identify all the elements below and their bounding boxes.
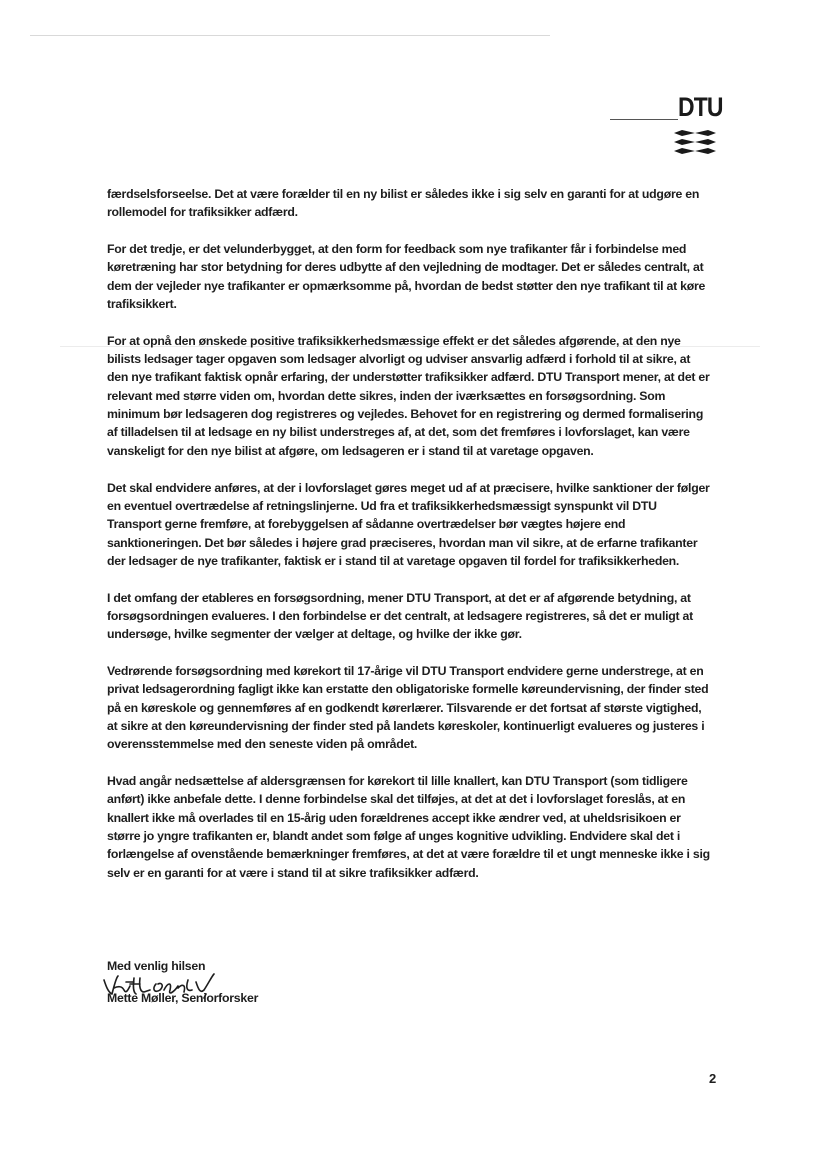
paragraph-6: Vedrørende forsøgsordning med kørekort til 17-årige vil DTU Transport endvidere gerne understrege, at en privat ledsagerordning fagligt ikke kan erstatte den obligatoriske formelle køreundervisning, der finder sted på en køreskole og gennemføres af en godkendt kørerlærer. Tilsvarende er det fortsat af største vigtighed, at sikre at den køreundervisning der finder sted på landets køreskoler, kontinuerligt evalueres og justeres i overensstemmelse med den seneste viden på området.: [107, 663, 709, 752]
logo-rule: [610, 119, 678, 120]
paragraph-2: For det tredje, er det velunderbygget, at den form for feedback som nye trafikanter får i forbindelse med køretræning har stor betydning for deres udbytte af den vejledning de modtager. Det er således centralt, at dem der vejleder nye trafikanter er opmærksomme på, hvordan de bedst støtter den nye trafikant til at køre trafiksikkert.: [107, 242, 706, 312]
closing-greeting: Med venlig hilsen: [107, 959, 206, 973]
paragraph-4: Det skal endvidere anføres, at der i lovforslaget gøres meget ud af at præcisere, hvilke sanktioner der følger en eventuel overtrædelse af retningslinjerne. Ud fra et trafiksikkerhedsmæssigt synspunkt vil DTU Transport gerne fremføre, at forebyggelsen af sådanne overtrædelser bør vægtes højere end sanktioneringen. Det bør således i højere grad præciseres, hvordan man vil sikre, at de erfarne trafikanter der ledsager de nye trafikanter, faktisk er i stand til at varetage opgaven til fordel for trafiksikkerheden.: [107, 480, 710, 568]
logo-wordmark: DTU: [678, 92, 723, 122]
paragraph-3: For at opnå den ønskede positive trafiksikkerhedsmæssige effekt er det således afgørende, at den nye bilists ledsager tager opgaven som ledsager alvorligt og udviser ansvarlig adfærd i forhold til at sikre, at den nye trafikant faktisk opnår erfaring, der understøtter trafiksikker adfærd. DTU Transport mener, at det er relevant med større viden om, hvordan dette sikres, inden der iværksættes en forsøgsordning. Som minimum bør ledsageren dog registreres og vejledes. Behovet for en registrering og dermed formalisering af tilladelsen til at ledsage en ny bilist understreges af, at det, som det fremføres i lovforslaget, kan være vanskeligt for den nye bilist at afgøre, om ledsageren er i stand til at varetage opgaven.: [107, 333, 710, 458]
signer-name: Mette Møller, Seniorforsker: [107, 991, 259, 1005]
paragraph-7: Hvad angår nedsættelse af aldersgrænsen for kørekort til lille knallert, kan DTU Transport (som tidligere anført) ikke anbefale dette. I denne forbindelse skal det tilføjes, at det at det i lovforslaget foreslås, at en knallert ikke må overlades til en 15-årig uden forældrenes accept ikke ændrer ved, at uheldsrisikoen er større jo yngre trafikanten er, blandt andet som følge af unges kognitive udvikling. Endvidere skal det i forlængelse af ovenstående bemærkninger fremføres, at det at være forældre til et ungt menneske ikke i sig selv er en garanti for at være i stand til at sikre trafiksikker adfærd.: [107, 774, 710, 880]
dtu-logo: [600, 92, 800, 162]
page-number: 2: [709, 1071, 717, 1086]
letter-body: [107, 185, 713, 900]
scan-artifact-top-line: [30, 35, 550, 36]
paragraph-1: færdselsforseelse. Det at være forælder til en ny bilist er således ikke i sig selv en garanti for at udgøre en rollemodel for trafiksikker adfærd.: [107, 187, 700, 220]
paragraph-5: I det omfang der etableres en forsøgsordning, mener DTU Transport, at det er af afgørende betydning, at forsøgsordningen evalueres. I den forbindelse er det centralt, at ledsagere registreres, så det er muligt at undersøge, hvilke segmenter der vælger at deltage, og hvilke der ikke gør.: [107, 590, 693, 642]
dtu-logo-icon: [674, 130, 716, 156]
